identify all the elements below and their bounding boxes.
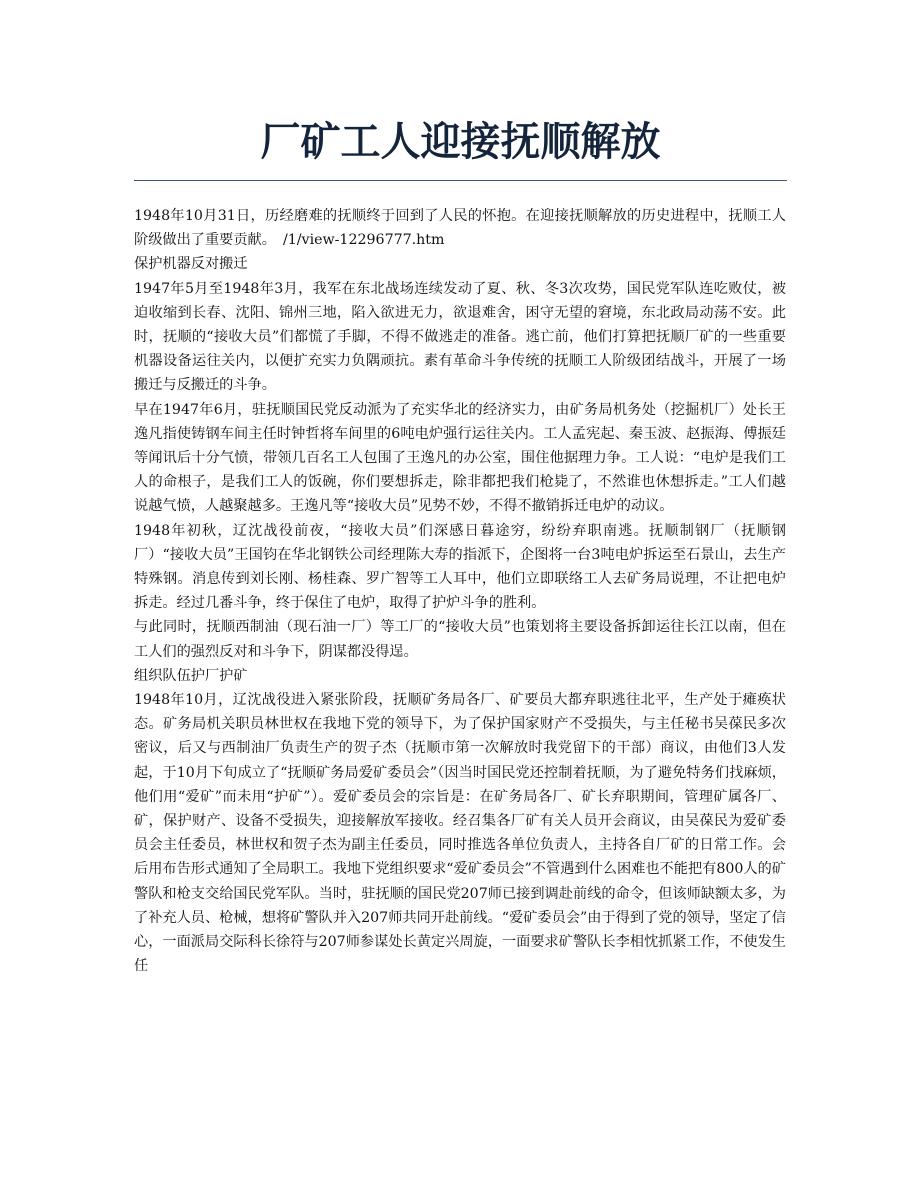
paragraph: 1948年10月，辽沈战役进入紧张阶段，抚顺矿务局各厂、矿要员大都弃职逃往北平，生产处于瘫痪状态。矿务局机关职员林世权在我地下党的领导下，为了保护国家财产不受损失，与主任秘书吴葆民多次密议，后又与西制油厂负责生产的贺子杰（抚顺市第一次解放时我党留下的干部）商议，由他们3人发起，于10月下旬成立了“抚顺矿务局爱矿委员会”（因当时国民党还控制着抚顺，为了避免特务们找麻烦，他们用“爱矿”而未用“护矿”）。爱矿委员会的宗旨是：在矿务局各厂、矿长弃职期间，管理矿属各厂、矿，保护财产、设备不受损失，迎接解放军接收。经召集各厂矿有关人员开会商议，由吴葆民为爱矿委员会主任委员，林世权和贺子杰为副主任委员，同时推选各单位负责人，主持各自厂矿的日常工作。会后用布告形式通知了全局职工。我地下党组织要求“爱矿委员会”不管遇到什么困难也不能把有800人的矿警队和枪支交给国民党军队。当时，驻抚顺的国民党207师已接到调赴前线的命令，但该师缺额太多，为了补充人员、枪械，想将矿警队并入207师共同开赴前线。“爱矿委员会”由于得到了党的领导，坚定了信心，一面派局交际科长徐符与207师参谋处长黄定兴周旋，一面要求矿警队长李相忱抓紧工作，不使发生任 [134,692,786,975]
paragraph: 1947年5月至1948年3月，我军在东北战场连续发动了夏、秋、冬3次攻势，国民党军队连吃败仗，被迫收缩到长春、沈阳、锦州三地，陷入欲进无力，欲退难舍，困守无望的窘境，东北政局动荡不安。此时，抚顺的“接收大员”们都慌了手脚，不得不做逃走的准备。逃亡前，他们打算把抚顺厂矿的一些重要机器设备运往关内，以便扩充实力负隅顽抗。素有革命斗争传统的抚顺工人阶级团结战斗，开展了一场搬迁与反搬迁的斗争。 [134,280,786,394]
paragraph: 1948年初秋，辽沈战役前夜，“接收大员”们深感日暮途穷，纷纷弃职南逃。抚顺制钢厂（抚顺钢厂）“接收大员”王国钧在华北钢铁公司经理陈大寿的指派下，企图将一台3吨电炉拆运至石景山，去生产特殊钢。消息传到刘长刚、杨桂森、罗广智等工人耳中，他们立即联络工人去矿务局说理，不让把电炉拆走。经过几番斗争，终于保住了电炉，取得了护炉斗争的胜利。 [134,522,786,612]
section-heading: 组织队伍护厂护矿 [134,667,248,684]
paragraph: 与此同时，抚顺西制油（现石油一厂）等工厂的“接收大员”也策划将主要设备拆卸运往长江以南，但在工人们的强烈反对和斗争下，阴谋都没得逞。 [134,619,786,660]
section-heading: 保护机器反对搬迁 [134,256,248,273]
paragraph: 早在1947年6月，驻抚顺国民党反动派为了充实华北的经济实力，由矿务局机务处（挖掘机厂）处长王逸凡指使铸钢车间主任时钟哲将车间里的6吨电炉强行运往关内。工人孟宪起、秦玉波、赵振海、傅振廷等闻讯后十分气愤，带领几百名工人包围了王逸凡的办公室，围住他据理力争。工人说：“电炉是我们工人的命根子，是我们工人的饭碗，你们要想拆走，除非都把我们枪毙了，不然谁也休想拆走。”工人们越说越气愤，人越聚越多。王逸凡等“接收大员”见势不妙，不得不撤销拆迁电炉的动议。 [134,401,786,515]
document-title: 厂矿工人迎接抚顺解放 [260,119,661,165]
paragraph: 1948年10月31日，历经磨难的抚顺终于回到了人民的怀抱。在迎接抚顺解放的历史进程中，抚顺工人阶级做出了重要贡献。 /1/view-12296777.htm [134,208,786,249]
document-body [134,204,786,979]
title-divider [134,180,787,181]
